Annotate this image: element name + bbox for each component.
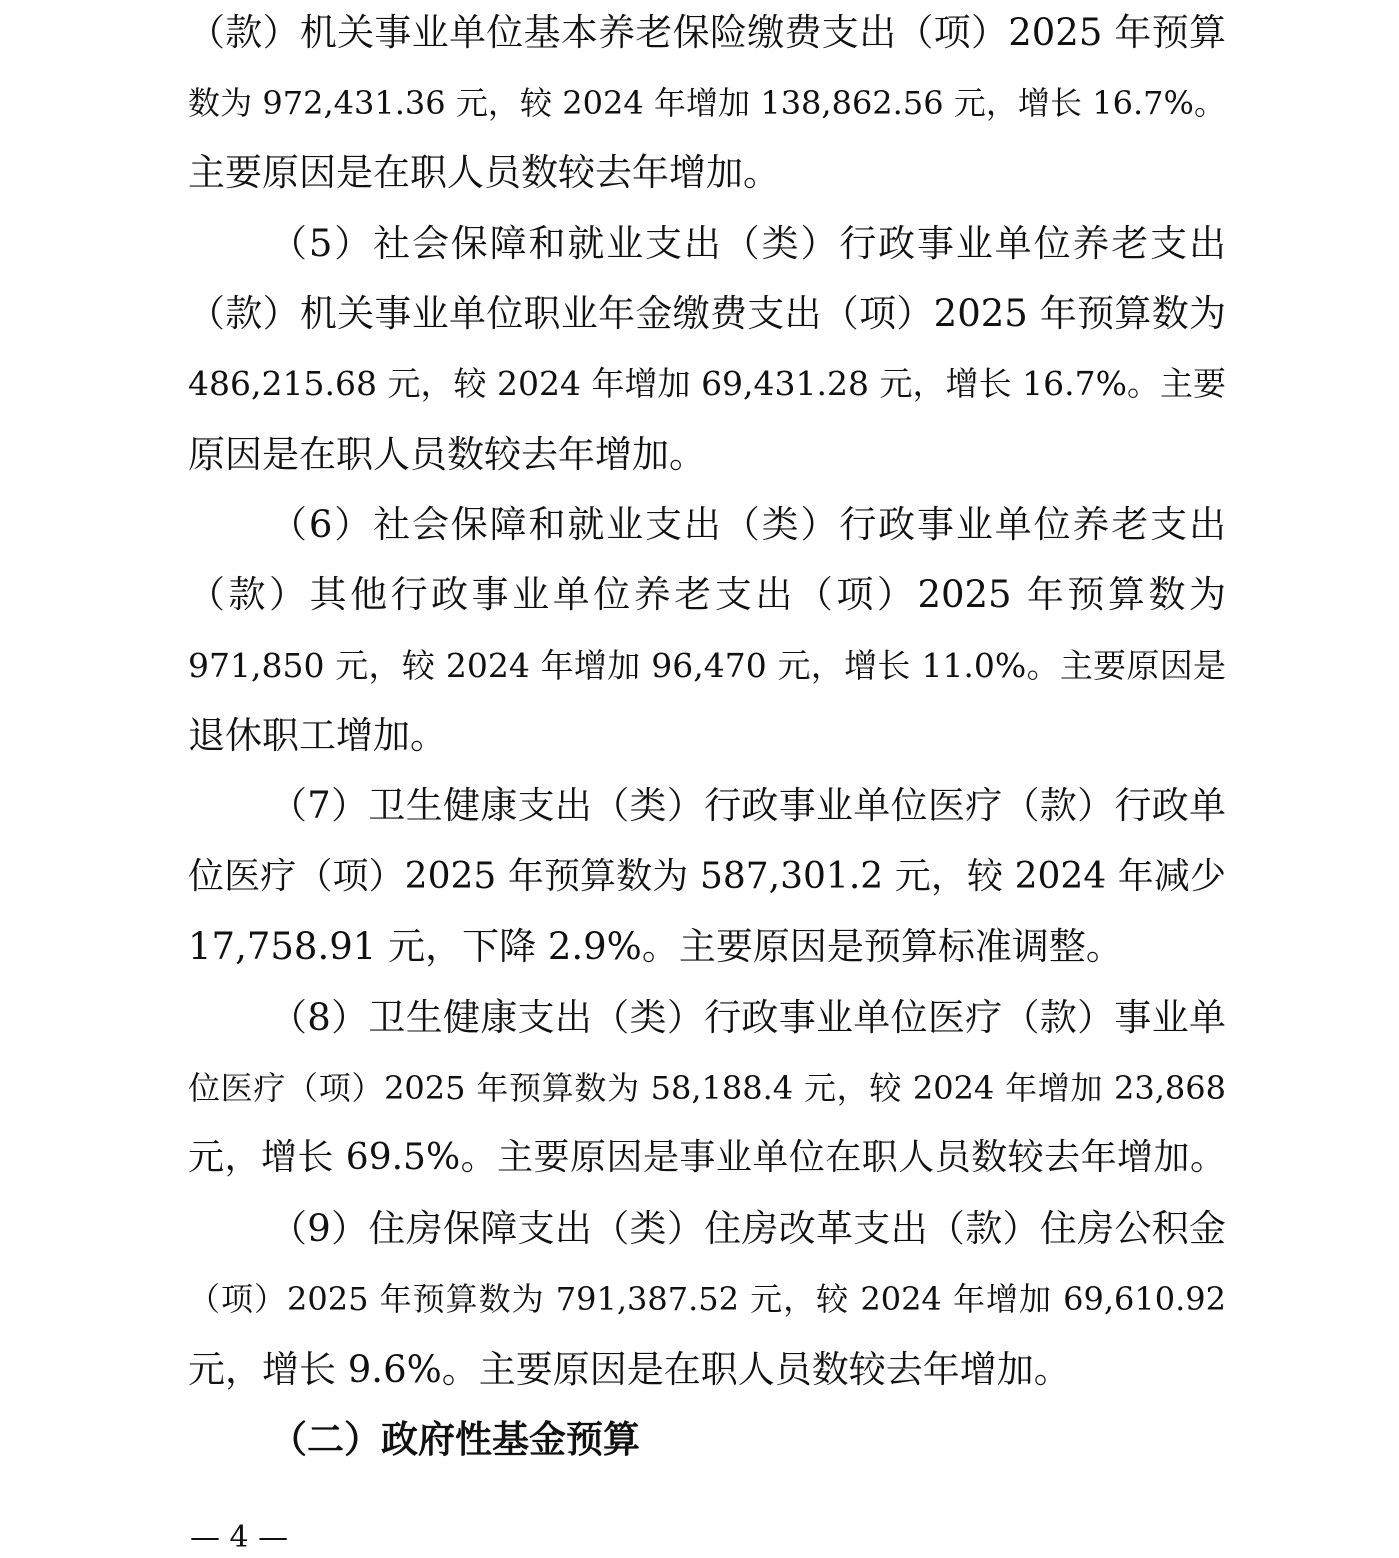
page-number: — 4 — [190,1520,289,1555]
paragraph-line: 原因是在职人员数较去年增加。 [188,433,706,476]
paragraph-line: （款）机关事业单位基本养老保险缴费支出（项）2025 年预算 [188,11,1226,54]
section-heading: （二）政府性基金预算 [270,1418,640,1461]
paragraph-line: （8）卫生健康支出（类）行政事业单位医疗（款）事业单 [270,996,1226,1039]
paragraph-line: （款）其他行政事业单位养老支出（项）2025 年预算数为 [188,573,1226,616]
paragraph-line: （款）机关事业单位职业年金缴费支出（项）2025 年预算数为 [188,292,1226,335]
paragraph-line: （6）社会保障和就业支出（类）行政事业单位养老支出 [270,503,1226,546]
paragraph-line: （9）住房保障支出（类）住房改革支出（款）住房公积金 [270,1207,1226,1250]
paragraph-line: （7）卫生健康支出（类）行政事业单位医疗（款）行政单 [270,784,1226,827]
paragraph-line: 退休职工增加。 [188,714,447,757]
paragraph-line: （项）2025 年预算数为 791,387.52 元，较 2024 年增加 69,610.92 [188,1280,1226,1318]
paragraph-line: 971,850 元，较 2024 年增加 96,470 元，增长 11.0%。主要原因是 [188,646,1226,685]
paragraph-line: 486,215.68 元，较 2024 年增加 69,431.28 元，增长 16.7%。主要 [188,364,1226,403]
paragraph-line: 位医疗（项）2025 年预算数为 58,188.4 元，较 2024 年增加 23,868 [188,1069,1226,1107]
paragraph-line: （5）社会保障和就业支出（类）行政事业单位养老支出 [270,222,1226,265]
paragraph-line: 位医疗（项）2025 年预算数为 587,301.2 元，较 2024 年减少 [188,856,1226,897]
paragraph-line: 数为 972,431.36 元，较 2024 年增加 138,862.56 元，增长 16.7%。 [188,84,1226,122]
paragraph-line: 17,758.91 元，下降 2.9%。主要原因是预算标准调整。 [188,925,1123,968]
paragraph-line: 主要原因是在职人员数较去年增加。 [188,151,780,194]
paragraph-line: 元，增长 9.6%。主要原因是在职人员数较去年增加。 [188,1348,1071,1391]
paragraph-line: 元，增长 69.5%。主要原因是事业单位在职人员数较去年增加。 [188,1137,1226,1178]
